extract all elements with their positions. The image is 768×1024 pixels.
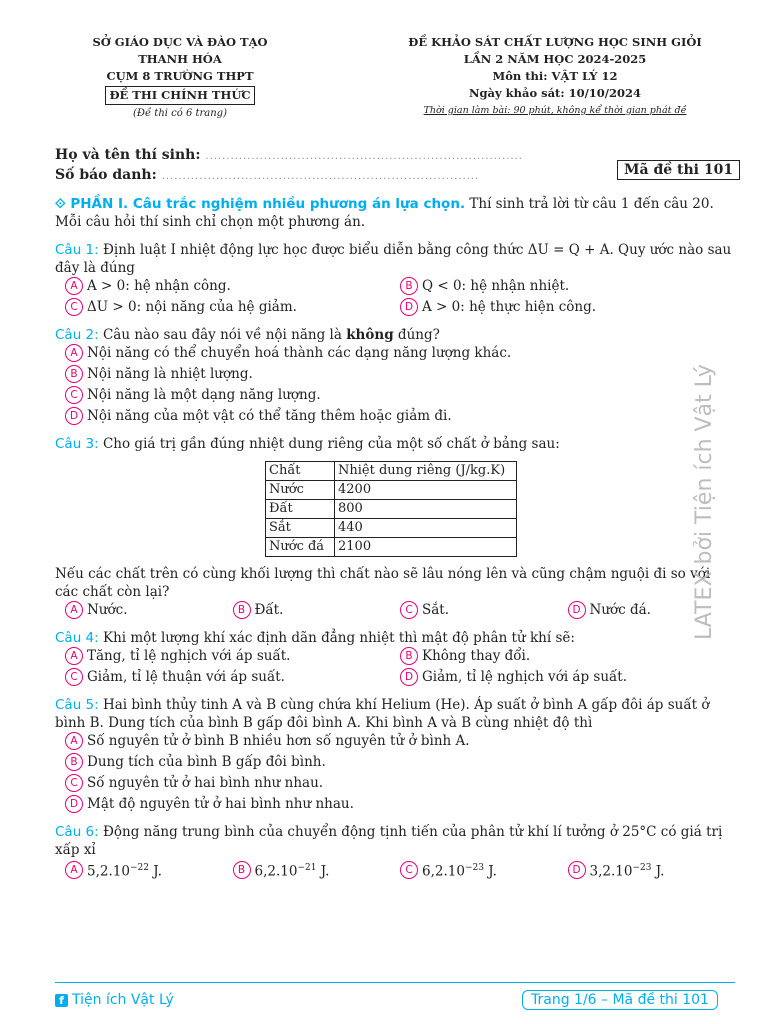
option-a[interactable] <box>65 601 233 619</box>
option-text: $6,2.10^{-21}$ J. <box>254 863 330 880</box>
table-cell: Đất <box>266 500 335 519</box>
option-text: Nội năng là một dạng năng lượng. <box>87 387 321 403</box>
question-6 <box>55 823 735 881</box>
option-marker: C <box>65 386 83 404</box>
exam-title: ĐỀ KHẢO SÁT CHẤT LƯỢNG HỌC SINH GIỎI <box>408 35 702 49</box>
option-marker: B <box>400 647 418 665</box>
exam-content <box>55 195 735 881</box>
option-b[interactable] <box>233 859 401 881</box>
option-text: Nội năng của một vật có thể tăng thêm hoặc giảm đi. <box>87 408 452 424</box>
question-4 <box>55 629 735 686</box>
option-c[interactable] <box>400 601 568 619</box>
option-marker: D <box>568 601 586 619</box>
option-marker: B <box>233 861 251 879</box>
table-cell: Nước đá <box>266 538 335 557</box>
option-marker: A <box>65 861 83 879</box>
option-text: Không thay đổi. <box>422 648 531 664</box>
table-row <box>266 481 517 500</box>
question-3 <box>55 435 735 619</box>
option-a[interactable] <box>65 859 233 881</box>
header-right <box>380 34 730 119</box>
table-cell: 440 <box>335 519 517 538</box>
question-label: Câu 1: <box>55 242 99 258</box>
option-marker: A <box>65 601 83 619</box>
candidate-name-field: ............................................................................ <box>205 151 523 162</box>
option-d[interactable] <box>65 407 735 425</box>
option-marker: B <box>400 277 418 295</box>
question-text: Hai bình thủy tinh A và B cùng chứa khí Helium (He). Áp suất ở bình A gấp đôi áp suất ở bình B. Dung tích của bình B gấp đôi bình A. Khi bình A và B cùng nhiệt độ thì <box>55 697 710 731</box>
footer-divider <box>55 982 735 983</box>
option-marker: D <box>400 298 418 316</box>
section-title: ⟐ PHẦN I. Câu trắc nghiệm nhiều phương án lựa chọn. <box>55 196 466 212</box>
option-marker: C <box>400 861 418 879</box>
option-d[interactable] <box>568 859 736 881</box>
candidate-id-field: ............................................................................ <box>161 171 480 182</box>
option-c[interactable] <box>65 386 735 404</box>
option-d[interactable] <box>400 298 735 316</box>
option-text: Mật độ nguyên tử ở hai bình như nhau. <box>87 796 354 812</box>
question-text: Định luật I nhiệt động lực học được biểu diễn bằng công thức ΔU = Q + A. Quy ước nào sau đây là đúng <box>55 242 732 276</box>
option-text: Sắt. <box>422 602 450 618</box>
question-text: Câu nào sau đây nói về nội năng là <box>98 327 347 343</box>
option-text: A > 0: hệ thực hiện công. <box>422 299 597 315</box>
question-2 <box>55 326 735 425</box>
question-follow-text: Nếu các chất trên có cùng khối lượng thì chất nào sẽ lâu nóng lên và cũng chậm nguội đi so với các chất còn lại? <box>55 566 711 600</box>
option-marker: A <box>65 732 83 750</box>
table-cell: Nước <box>266 481 335 500</box>
table-cell: 4200 <box>335 481 517 500</box>
option-marker: D <box>65 795 83 813</box>
option-text: $5,2.10^{-22}$ J. <box>87 863 162 880</box>
option-marker: C <box>400 601 418 619</box>
option-text: Giảm, tỉ lệ thuận với áp suất. <box>87 669 285 685</box>
option-b[interactable] <box>400 277 735 295</box>
option-b[interactable] <box>233 601 401 619</box>
specific-heat-table <box>265 461 517 557</box>
page-count-note: (Đề thi có 6 trang) <box>133 108 227 119</box>
option-marker: C <box>65 668 83 686</box>
question-label: Câu 5: <box>55 697 99 713</box>
option-text: Giảm, tỉ lệ nghịch với áp suất. <box>422 669 628 685</box>
candidate-id-label: Số báo danh: <box>55 167 157 183</box>
cluster: CỤM 8 TRƯỜNG THPT <box>106 69 254 83</box>
table-row <box>266 538 517 557</box>
option-marker: A <box>65 277 83 295</box>
section-instruction: Thí sinh trả lời từ câu 1 đến câu 20. Mỗi câu hỏi thí sinh chỉ chọn một phương án. <box>55 196 714 230</box>
facebook-icon: f <box>55 994 68 1007</box>
option-text: ΔU > 0: nội năng của hệ giảm. <box>87 299 297 315</box>
option-text: Nước đá. <box>589 602 651 618</box>
option-text: Nước. <box>87 602 128 618</box>
option-marker: D <box>568 861 586 879</box>
option-text: $3,2.10^{-23}$ J. <box>589 863 665 880</box>
option-text: Đất. <box>254 602 284 618</box>
option-marker: B <box>65 753 83 771</box>
option-c[interactable] <box>400 859 568 881</box>
option-c[interactable] <box>65 774 735 792</box>
option-text: Số nguyên tử ở hai bình như nhau. <box>87 775 324 791</box>
option-marker: D <box>400 668 418 686</box>
option-marker: A <box>65 344 83 362</box>
table-header: Nhiệt dung riêng (J/kg.K) <box>335 462 517 481</box>
question-label: Câu 2: <box>55 327 99 343</box>
option-text: Tăng, tỉ lệ nghịch với áp suất. <box>87 648 291 664</box>
question-label: Câu 3: <box>55 436 99 452</box>
option-a[interactable] <box>65 732 735 750</box>
option-text: Dung tích của bình B gấp đôi bình. <box>87 754 326 770</box>
option-text: A > 0: hệ nhận công. <box>87 278 231 294</box>
option-a[interactable] <box>65 344 735 362</box>
option-b[interactable] <box>400 647 735 665</box>
table-header-row <box>266 462 517 481</box>
table-row <box>266 519 517 538</box>
department: SỞ GIÁO DỤC VÀ ĐÀO TẠO <box>92 35 268 49</box>
option-text: Nội năng là nhiệt lượng. <box>87 366 253 382</box>
exam-date: Ngày khảo sát: 10/10/2024 <box>468 86 642 100</box>
section-header <box>55 195 735 231</box>
footer-page-info: Trang 1/6 – Mã đề thi 101 <box>522 990 718 1010</box>
watermark: LATEX bởi Tiện ích Vật Lý <box>692 364 717 640</box>
option-text: Số nguyên tử ở bình B nhiều hơn số nguyên tử ở bình A. <box>87 733 470 749</box>
option-d[interactable] <box>65 795 735 813</box>
footer-brand[interactable] <box>55 992 174 1008</box>
exam-time: Thời gian làm bài: 90 phút, không kể thời gian phát đề <box>423 105 687 116</box>
footer-brand-text: Tiện ích Vật Lý <box>72 992 174 1008</box>
exam-code-box: Mã đề thi 101 <box>617 160 740 180</box>
option-marker: C <box>65 298 83 316</box>
question-text: Cho giá trị gần đúng nhiệt dung riêng của một số chất ở bảng sau: <box>98 436 560 452</box>
province: THANH HÓA <box>138 52 222 66</box>
exam-round: LẦN 2 NĂM HỌC 2024-2025 <box>463 52 647 66</box>
question-5 <box>55 696 735 813</box>
candidate-name-label: Họ và tên thí sinh: <box>55 147 201 163</box>
option-d[interactable] <box>400 668 735 686</box>
question-label: Câu 6: <box>55 824 99 840</box>
option-c[interactable] <box>65 298 400 316</box>
official-exam-box: ĐỀ THI CHÍNH THỨC <box>105 86 254 105</box>
table-cell: 2100 <box>335 538 517 557</box>
question-1 <box>55 241 735 316</box>
option-marker: D <box>65 407 83 425</box>
option-marker: C <box>65 774 83 792</box>
table-header: Chất <box>266 462 335 481</box>
option-marker: B <box>65 365 83 383</box>
option-text: $6,2.10^{-23}$ J. <box>422 863 497 880</box>
table-row <box>266 500 517 519</box>
table-cell: Sắt <box>266 519 335 538</box>
option-marker: A <box>65 647 83 665</box>
exam-subject: Môn thi: VẬT LÝ 12 <box>492 69 618 83</box>
option-a[interactable] <box>65 647 400 665</box>
candidate-info <box>55 146 523 186</box>
option-marker: B <box>233 601 251 619</box>
question-text-end: đúng? <box>393 327 440 343</box>
option-b[interactable] <box>65 365 735 383</box>
option-b[interactable] <box>65 753 735 771</box>
question-label: Câu 4: <box>55 630 99 646</box>
table-cell: 800 <box>335 500 517 519</box>
option-c[interactable] <box>65 668 400 686</box>
header-left <box>70 34 290 122</box>
question-text: Khi một lượng khí xác định dãn đẳng nhiệt thì mật độ phân tử khí sẽ: <box>98 630 575 646</box>
option-text: Nội năng có thể chuyển hoá thành các dạng năng lượng khác. <box>87 345 512 361</box>
emphasis-text: không <box>346 327 394 343</box>
option-text: Q < 0: hệ nhận nhiệt. <box>422 278 570 294</box>
question-text: Động năng trung bình của chuyển động tịnh tiến của phân tử khí lí tưởng ở 25°C có giá trị xấp xỉ <box>55 824 723 858</box>
option-a[interactable] <box>65 277 400 295</box>
